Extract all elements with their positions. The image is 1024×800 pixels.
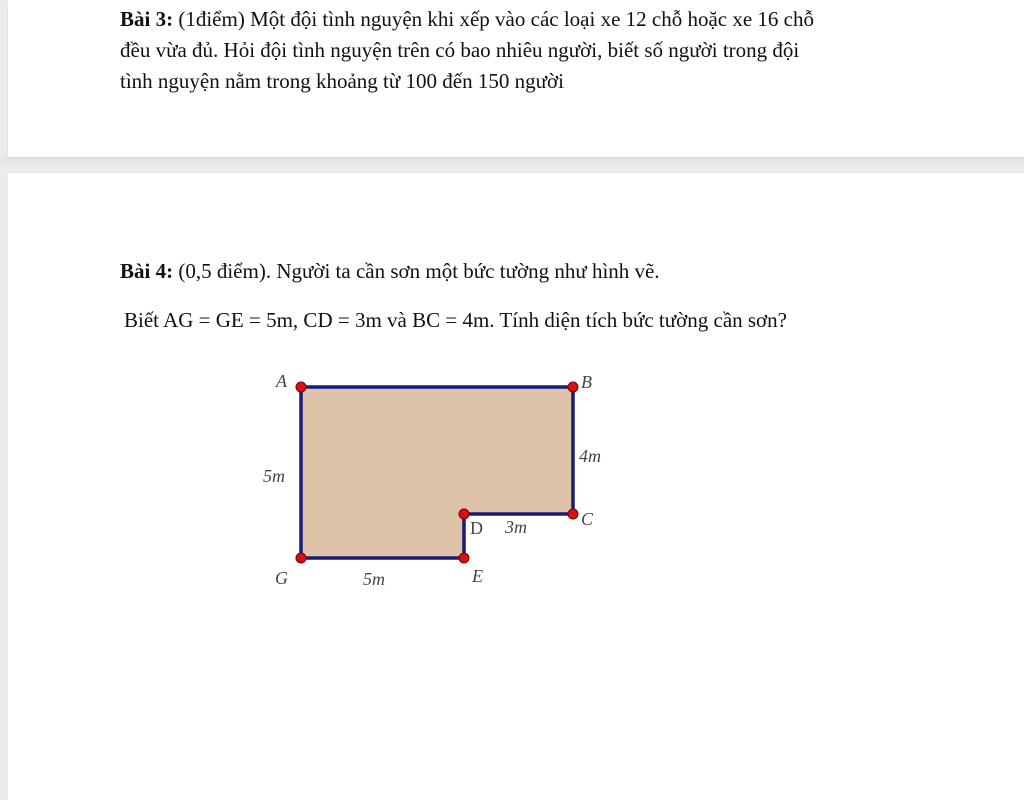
measure-ag: 5m	[263, 466, 285, 486]
problem-3-text-1: (1điểm) Một đội tình nguyện khi xếp vào các loại xe 12 chỗ hoặc xe 16 chỗ	[173, 7, 815, 31]
point-d	[459, 509, 469, 519]
problem-4-given: Biết AG = GE = 5m, CD = 3m và BC = 4m. Tính diện tích bức tường cần sơn?	[124, 308, 787, 332]
label-g: G	[275, 568, 288, 588]
label-d: D	[470, 518, 483, 538]
measure-ge: 5m	[363, 569, 385, 589]
problem-4-title-text: (0,5 điểm). Người ta cần sơn một bức tường như hình vẽ.	[173, 259, 660, 283]
point-g	[296, 553, 306, 563]
point-a	[296, 382, 306, 392]
wall-polygon	[301, 387, 573, 558]
measure-bc: 4m	[579, 446, 601, 466]
label-c: C	[581, 509, 594, 529]
problem-3-label: Bài 3:	[120, 7, 174, 31]
point-c	[568, 509, 578, 519]
problem-3-line-3: tình nguyện nằm trong khoảng từ 100 đến 150 người	[120, 69, 564, 93]
point-e	[459, 553, 469, 563]
problem-4-label: Bài 4:	[120, 259, 174, 283]
point-b	[568, 382, 578, 392]
problem-3-line-2: đều vừa đủ. Hỏi đội tình nguyện trên có bao nhiêu người, biết số người trong đội	[120, 38, 800, 62]
label-e: E	[472, 566, 483, 586]
label-a: A	[276, 371, 287, 391]
measure-cd: 3m	[505, 517, 527, 537]
label-b: B	[581, 372, 592, 392]
